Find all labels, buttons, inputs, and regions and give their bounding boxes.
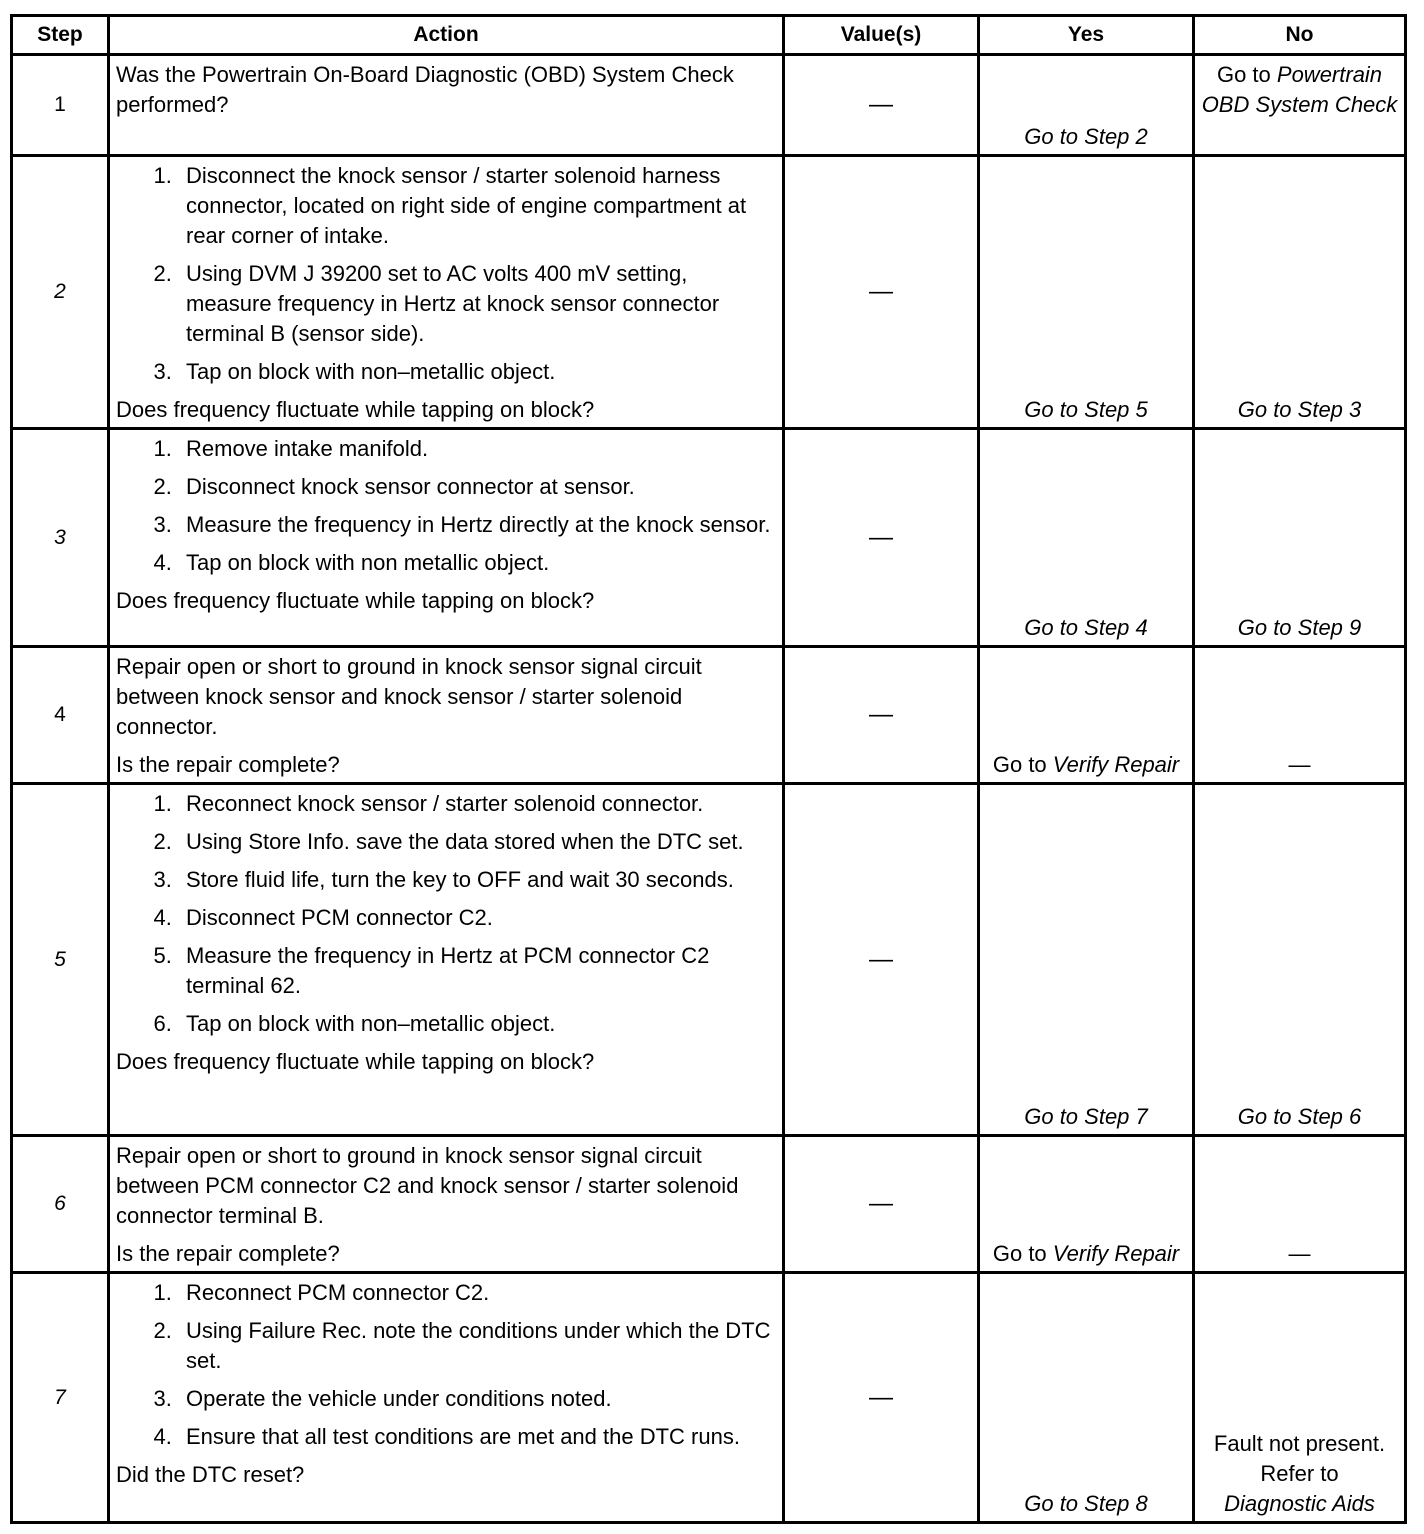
header-row [12,16,1406,55]
instruction-list [116,161,776,387]
header-step: Step [12,16,109,55]
step-number: 7 [12,1273,109,1523]
no-result: — [1194,647,1406,784]
step-row-2 [12,156,1406,429]
step-row-5 [12,784,1406,1136]
no-middle: Refer to [1260,1461,1339,1486]
action-cell [109,429,784,647]
instruction-item: 1. Reconnect PCM connector C2. [178,1278,776,1308]
action-cell [109,55,784,156]
instruction-item: 1. Remove intake manifold. [178,434,776,464]
instruction-item: 4. Ensure that all test conditions are met and the DTC runs. [178,1422,776,1452]
header-no: No [1194,16,1406,55]
step-number: 1 [12,55,109,156]
yes-result [979,1136,1194,1273]
value-cell: — [784,1136,979,1273]
instruction-item: 6. Tap on block with non–metallic object. [178,1009,776,1039]
value-cell: — [784,429,979,647]
action-cell [109,1273,784,1523]
question: Is the repair complete? [116,1241,340,1266]
question: Is the repair complete? [116,752,340,777]
diagnostic-aids-link[interactable]: Diagnostic Aids [1224,1491,1375,1516]
yes-prefix: Go to [992,752,1047,777]
instruction-item: 3. Tap on block with non–metallic object. [178,357,776,387]
question: Does frequency fluctuate while tapping on block? [116,588,595,613]
instruction-item: 1. Disconnect the knock sensor / starter solenoid harness connector, located on right side of engine compartment at rear corner of intake. [178,161,776,251]
step-row-3 [12,429,1406,647]
step-number: 6 [12,1136,109,1273]
action-cell [109,156,784,429]
value-cell: — [784,647,979,784]
no-result: Go to Step 3 [1194,156,1406,429]
step-number: 3 [12,429,109,647]
instruction-item: 4. Tap on block with non metallic object. [178,548,776,578]
step-row-1 [12,55,1406,156]
yes-result: Go to Step 4 [979,429,1194,647]
instruction-item: 2. Using DVM J 39200 set to AC volts 400 mV setting, measure frequency in Hertz at knock sensor connector terminal B (sensor side). [178,259,776,349]
instruction-item: 2. Using Store Info. save the data stored when the DTC set. [178,827,776,857]
question: Does frequency fluctuate while tapping on block? [116,397,595,422]
no-result: Go to Step 6 [1194,784,1406,1136]
value-cell: — [784,55,979,156]
no-prefix: Fault not present. [1213,1431,1386,1456]
value-cell: — [784,784,979,1136]
no-result [1194,55,1406,156]
action-text: Repair open or short to ground in knock sensor signal circuit between knock sensor and knock sensor / starter solenoid connector. [116,654,702,739]
instruction-item: 3. Store fluid life, turn the key to OFF and wait 30 seconds. [178,865,776,895]
action-cell [109,784,784,1136]
instruction-item: 5. Measure the frequency in Hertz at PCM connector C2 terminal 62. [178,941,776,1001]
action-text: Repair open or short to ground in knock sensor signal circuit between PCM connector C2 and knock sensor / starter solenoid connector terminal B. [116,1143,739,1228]
yes-prefix: Go to [992,1241,1047,1266]
instruction-item: 2. Disconnect knock sensor connector at sensor. [178,472,776,502]
value-cell: — [784,156,979,429]
yes-result: Go to Step 5 [979,156,1194,429]
action-cell [109,647,784,784]
step-number: 4 [12,647,109,784]
yes-result: Go to Step 7 [979,784,1194,1136]
step-number: 2 [12,156,109,429]
action-text: Was the Powertrain On-Board Diagnostic (OBD) System Check performed? [116,62,734,117]
header-action: Action [109,16,784,55]
instruction-item: 3. Measure the frequency in Hertz directly at the knock sensor. [178,510,776,540]
question: Does frequency fluctuate while tapping on block? [116,1049,595,1074]
verify-repair-link[interactable]: Verify Repair [1052,1241,1180,1266]
instruction-list [116,789,776,1039]
step-row-4 [12,647,1406,784]
instruction-item: 3. Operate the vehicle under conditions noted. [178,1384,776,1414]
instruction-list [116,434,776,578]
header-yes: Yes [979,16,1194,55]
diagnostic-table [10,14,1407,1524]
step-number: 5 [12,784,109,1136]
no-result [1194,1273,1406,1523]
question: Did the DTC reset? [116,1462,305,1487]
yes-result [979,647,1194,784]
instruction-item: 1. Reconnect knock sensor / starter solenoid connector. [178,789,776,819]
no-result: — [1194,1136,1406,1273]
instruction-item: 2. Using Failure Rec. note the conditions under which the DTC set. [178,1316,776,1376]
no-prefix: Go to [1216,62,1271,87]
action-cell [109,1136,784,1273]
step-row-6 [12,1136,1406,1273]
instruction-item: 4. Disconnect PCM connector C2. [178,903,776,933]
yes-result: Go to Step 2 [979,55,1194,156]
value-cell: — [784,1273,979,1523]
no-result: Go to Step 9 [1194,429,1406,647]
yes-result: Go to Step 8 [979,1273,1194,1523]
powertrain-obd-link[interactable]: Powertrain OBD System Check [1201,62,1398,117]
step-row-7 [12,1273,1406,1523]
verify-repair-link[interactable]: Verify Repair [1052,752,1180,777]
instruction-list [116,1278,776,1452]
header-values: Value(s) [784,16,979,55]
